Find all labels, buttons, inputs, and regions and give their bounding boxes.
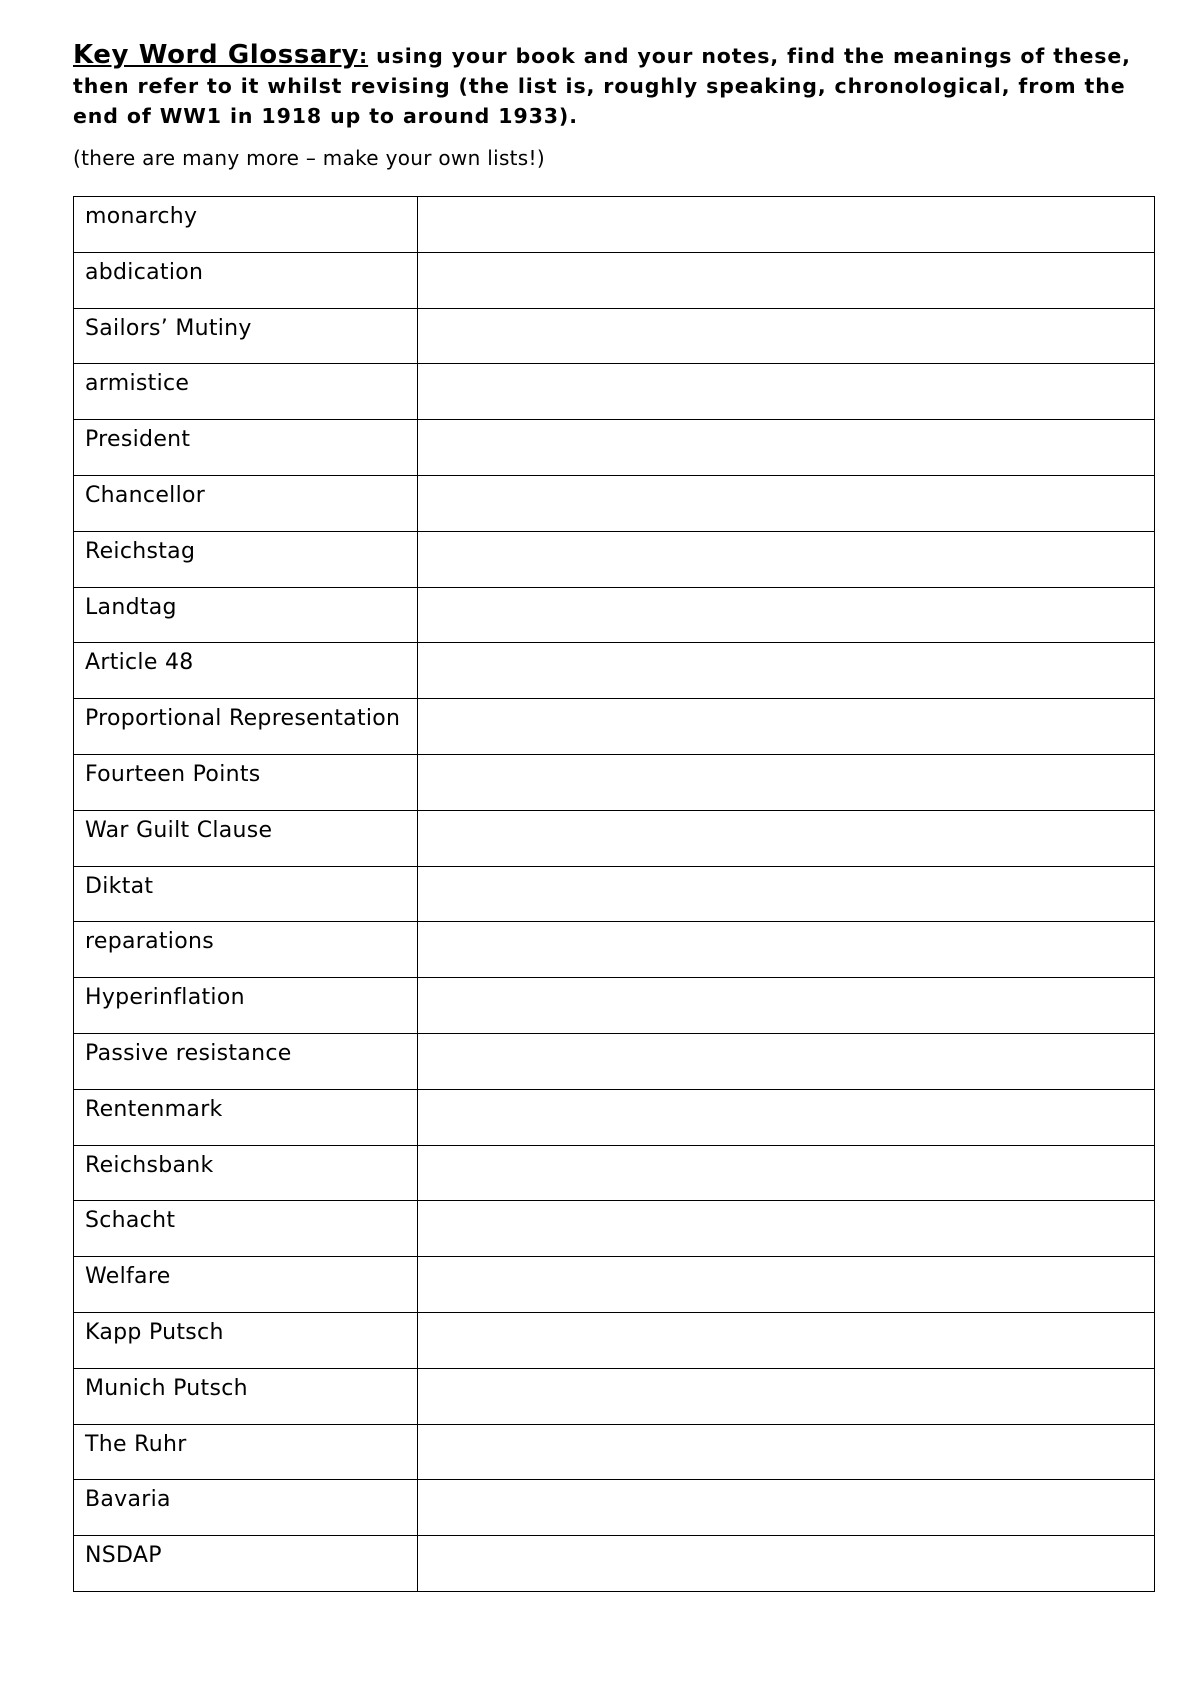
glossary-term: NSDAP (74, 1536, 418, 1592)
glossary-term: Fourteen Points (74, 754, 418, 810)
glossary-row (74, 1368, 1155, 1424)
glossary-row (74, 197, 1155, 253)
glossary-row (74, 699, 1155, 755)
instructions-text: using your book and your notes, find the meanings of these, then refer to it whilst revising (the list is, roughly speaking, chronological, from the end of WW1 in 1918 up to around 1933). (73, 44, 1131, 128)
glossary-definition-cell[interactable] (418, 1145, 1155, 1201)
glossary-definition-cell[interactable] (418, 1312, 1155, 1368)
glossary-definition-cell[interactable] (418, 531, 1155, 587)
glossary-row (74, 1089, 1155, 1145)
glossary-row (74, 420, 1155, 476)
glossary-row (74, 1033, 1155, 1089)
glossary-term: Munich Putsch (74, 1368, 418, 1424)
glossary-term: Welfare (74, 1257, 418, 1313)
glossary-term: Reichsbank (74, 1145, 418, 1201)
page-title: Key Word Glossary (73, 40, 360, 70)
glossary-definition-cell[interactable] (418, 1368, 1155, 1424)
glossary-definition-cell[interactable] (418, 420, 1155, 476)
glossary-row (74, 364, 1155, 420)
glossary-row (74, 754, 1155, 810)
glossary-row (74, 1312, 1155, 1368)
glossary-definition-cell[interactable] (418, 866, 1155, 922)
glossary-row (74, 475, 1155, 531)
glossary-term: War Guilt Clause (74, 810, 418, 866)
glossary-term: monarchy (74, 197, 418, 253)
glossary-term: Hyperinflation (74, 978, 418, 1034)
glossary-row (74, 1201, 1155, 1257)
glossary-term: Sailors’ Mutiny (74, 308, 418, 364)
glossary-table (73, 196, 1155, 1592)
glossary-row (74, 531, 1155, 587)
glossary-definition-cell[interactable] (418, 1257, 1155, 1313)
glossary-definition-cell[interactable] (418, 922, 1155, 978)
glossary-definition-cell[interactable] (418, 978, 1155, 1034)
glossary-definition-cell[interactable] (418, 1033, 1155, 1089)
glossary-definition-cell[interactable] (418, 587, 1155, 643)
glossary-definition-cell[interactable] (418, 1536, 1155, 1592)
glossary-definition-cell[interactable] (418, 364, 1155, 420)
glossary-term: Passive resistance (74, 1033, 418, 1089)
glossary-term: abdication (74, 252, 418, 308)
glossary-row (74, 643, 1155, 699)
glossary-row (74, 1145, 1155, 1201)
glossary-term: armistice (74, 364, 418, 420)
glossary-term: Diktat (74, 866, 418, 922)
glossary-term: Article 48 (74, 643, 418, 699)
glossary-definition-cell[interactable] (418, 308, 1155, 364)
note-text: (there are many more – make your own lists!) (73, 146, 545, 170)
glossary-definition-cell[interactable] (418, 1424, 1155, 1480)
glossary-term: The Ruhr (74, 1424, 418, 1480)
glossary-row (74, 1480, 1155, 1536)
glossary-definition-cell[interactable] (418, 197, 1155, 253)
glossary-term: President (74, 420, 418, 476)
glossary-definition-cell[interactable] (418, 1089, 1155, 1145)
glossary-row (74, 978, 1155, 1034)
glossary-term: Schacht (74, 1201, 418, 1257)
glossary-definition-cell[interactable] (418, 1480, 1155, 1536)
glossary-row (74, 1257, 1155, 1313)
worksheet-page (73, 40, 1153, 1569)
glossary-definition-cell[interactable] (418, 754, 1155, 810)
glossary-definition-cell[interactable] (418, 699, 1155, 755)
glossary-row (74, 587, 1155, 643)
glossary-row (74, 810, 1155, 866)
glossary-row (74, 922, 1155, 978)
glossary-definition-cell[interactable] (418, 252, 1155, 308)
glossary-term: Rentenmark (74, 1089, 418, 1145)
glossary-row (74, 308, 1155, 364)
glossary-term: Reichstag (74, 531, 418, 587)
glossary-definition-cell[interactable] (418, 1201, 1155, 1257)
glossary-row (74, 866, 1155, 922)
intro-paragraph (73, 40, 1153, 131)
glossary-term: Chancellor (74, 475, 418, 531)
glossary-term: Proportional Representation (74, 699, 418, 755)
glossary-row (74, 252, 1155, 308)
glossary-body (74, 197, 1155, 1592)
title-colon: : (359, 44, 369, 68)
glossary-definition-cell[interactable] (418, 643, 1155, 699)
glossary-row (74, 1536, 1155, 1592)
glossary-row (74, 1424, 1155, 1480)
glossary-definition-cell[interactable] (418, 475, 1155, 531)
glossary-term: reparations (74, 922, 418, 978)
glossary-term: Landtag (74, 587, 418, 643)
glossary-term: Bavaria (74, 1480, 418, 1536)
glossary-definition-cell[interactable] (418, 810, 1155, 866)
glossary-term: Kapp Putsch (74, 1312, 418, 1368)
